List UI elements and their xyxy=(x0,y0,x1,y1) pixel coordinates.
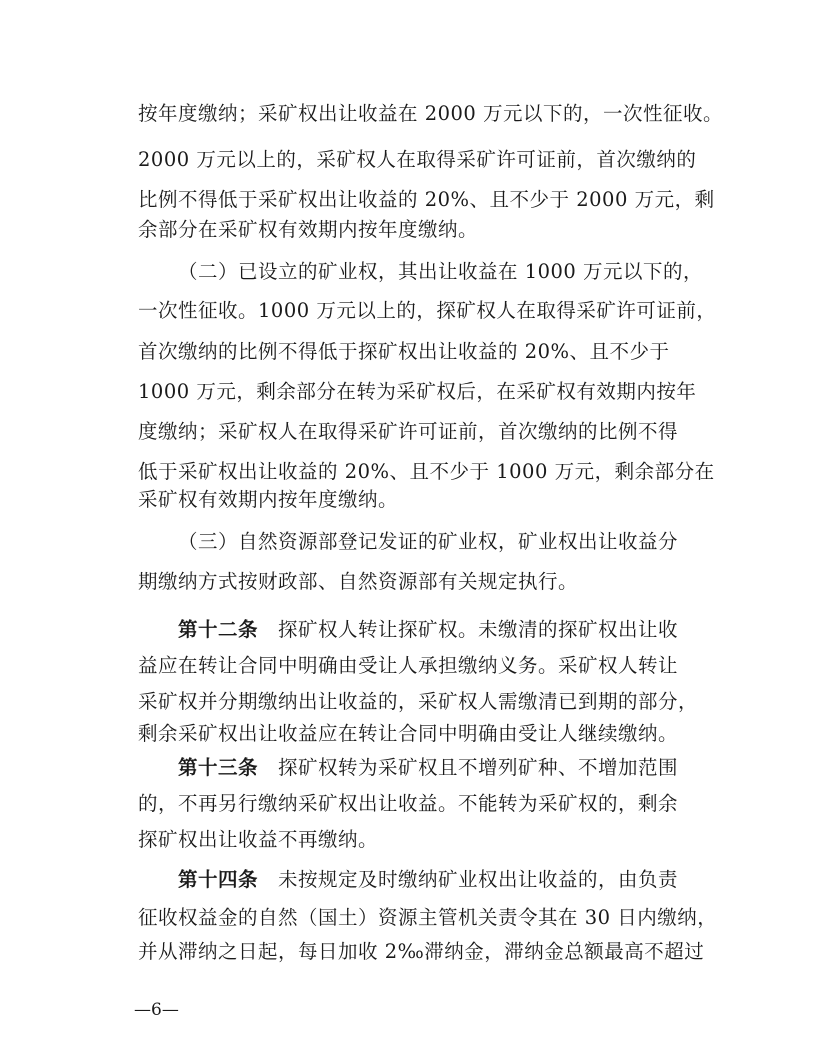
body-line: （三）自然资源部登记发证的矿业权，矿业权出让收益分 xyxy=(178,530,679,553)
body-line: 采矿权有效期内按年度缴纳。 xyxy=(138,488,399,511)
body-line: 1000 万元，剩余部分在转为采矿权后，在采矿权有效期内按年 xyxy=(138,380,697,403)
article-text: 未按规定及时缴纳矿业权出让收益的，由负责 xyxy=(258,868,679,891)
body-line: 并从滞纳之日起，每日加收 2‰滞纳金，滞纳金总额最高不超过 xyxy=(138,940,705,963)
body-line: 一次性征收。1000 万元以上的，探矿权人在取得采矿许可证前， xyxy=(138,299,717,322)
article-heading: 第十二条 xyxy=(178,618,259,641)
body-line: 2000 万元以上的，采矿权人在取得采矿许可证前，首次缴纳的 xyxy=(138,148,697,171)
article-line xyxy=(178,610,678,650)
article-line xyxy=(178,860,678,900)
body-line: 探矿权出让收益不再缴纳。 xyxy=(138,828,379,851)
body-line: 余部分在采矿权有效期内按年度缴纳。 xyxy=(138,218,479,241)
body-line: 按年度缴纳；采矿权出让收益在 2000 万元以下的，一次性征收。 xyxy=(138,102,724,125)
article-line xyxy=(178,748,678,788)
article-text: 探矿权人转让探矿权。未缴清的探矿权出让收 xyxy=(258,618,679,641)
body-line: 度缴纳；采矿权人在取得采矿许可证前，首次缴纳的比例不得 xyxy=(138,420,679,443)
body-line: （二）已设立的矿业权，其出让收益在 1000 万元以下的， xyxy=(178,260,704,283)
body-line: 期缴纳方式按财政部、自然资源部有关规定执行。 xyxy=(138,570,579,593)
body-line: 低于采矿权出让收益的 20%、且不少于 1000 万元，剩余部分在 xyxy=(138,460,715,483)
body-line: 征收权益金的自然（国土）资源主管机关责令其在 30 日内缴纳， xyxy=(138,906,718,929)
body-line: 的，不再另行缴纳采矿权出让收益。不能转为采矿权的，剩余 xyxy=(138,792,679,815)
article-heading: 第十三条 xyxy=(178,756,259,779)
body-line: 益应在转让合同中明确由受让人承担缴纳义务。采矿权人转让 xyxy=(138,654,679,677)
article-text: 探矿权转为采矿权且不增列矿种、不增加范围 xyxy=(258,756,679,779)
page-number: —6— xyxy=(134,1000,179,1020)
body-line: 首次缴纳的比例不得低于探矿权出让收益的 20%、且不少于 xyxy=(138,340,670,363)
article-heading: 第十四条 xyxy=(178,868,259,891)
body-line: 比例不得低于采矿权出让收益的 20%、且不少于 2000 万元，剩 xyxy=(138,188,715,211)
body-line: 剩余采矿权出让收益应在转让合同中明确由受让人继续缴纳。 xyxy=(138,722,679,745)
body-line: 采矿权并分期缴纳出让收益的，采矿权人需缴清已到期的部分， xyxy=(138,690,699,713)
